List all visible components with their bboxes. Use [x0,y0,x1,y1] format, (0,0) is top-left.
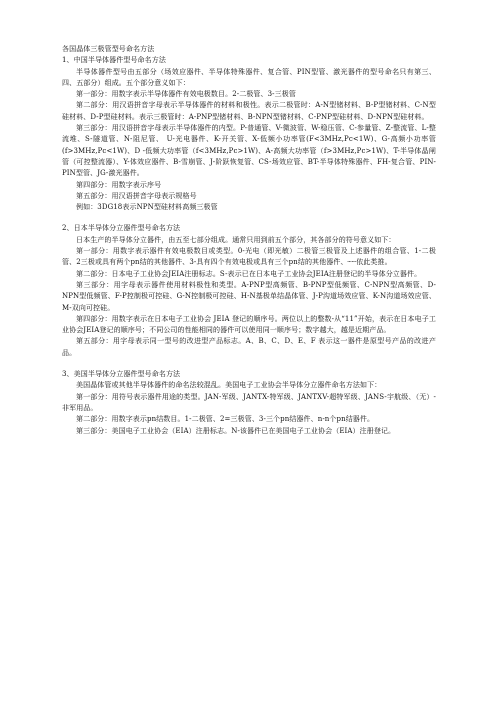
paragraph: 第五部分：用汉语拼音字母表示规格号 [76,191,197,200]
paragraph: 第一部分：用数字表示器件有效电极数目或类型。0-光电（即光敏）二极管三极管及上述器件的组合管、1-二极管、2三极或具有两个pn结的其他器件、3-具有四个有效电极或具有三个pn结的其他器件、┄┄依此类推。 [62,247,436,267]
paragraph: 第三部分：用字母表示器件使用材料极性和类型。A-PNP型高频管、B-PNP型低频管、C-NPN型高频管、D-NPN型低频管、F-P控制极可控硅、G-N控制极可控硅、H-N基极单结晶体管、J-P沟道场效应管、K-N沟道场效应管、M-双向可控硅。 [62,280,436,312]
section-heading-japan: 2、日本半导体分立器件型号命名方法 [62,224,181,233]
paragraph: 第一部分：用数字表示半导体器件有效电极数目。2-二极管、3-三极管 [76,90,296,99]
paragraph: 美国晶体管或其他半导体器件的命名法较混乱。美国电子工业协会半导体分立器件命名方法如下： [76,381,382,390]
document-title: 各国晶体三极管型号命名方法 [62,45,155,53]
section-spacer [62,359,436,369]
paragraph: 第三部分：美国电子工业协会（EIA）注册标志。N-该器件已在美国电子工业协会（EIA）注册登记。 [76,426,396,435]
paragraph: 第四部分：用数字表示在日本电子工业协会 JEIA 登记的顺序号。两位以上的整数-从“11”开始，表示在日本电子工业协会JEIA登记的顺序号；不同公司的性能相同的器件可以使用同一顺序号；数字越大，越是近期产品。 [62,314,436,335]
paragraph: 第三部分：用汉语拼音字母表示半导体器件的内型。P-普通管、V-微波管、W-稳压管、C-参量管、Z-整流管、L-整流堆、S-隧道管、N-阻尼管、 U-光电器件、K-开关管、X-低频小功率管(F<3MHz,Pc<1W)、G-高频小功率管 (f>3MHz,Pc<1W)、D -低频大功率管（f<3MHz,Pc>1W)、A-高频大功率管（f>3MHz,Pc>1W)、T-半导体晶闸管（可控整流器）、Y-体效应器件、B-雪崩管、J-阶跃恢复管、CS-场效应管、BT-半导体特殊器件、FH-复合管、PIN-PIN型管、JG-激光器件。 [62,124,436,178]
paragraph: 例如：3DG18表示NPN型硅材料高频三极管 [76,203,218,212]
paragraph: 半导体器件型号由五部分（场效应器件、半导体特殊器件、复合管、PIN型管、激光器件的型号命名只有第三、四、五部分）组成。五个部分意义如下： [62,67,436,87]
paragraph: 第四部分：用数字表示序号 [76,180,162,189]
section-spacer [62,213,436,223]
paragraph: 第二部分：日本电子工业协会JEIA注册标志。S-表示已在日本电子工业协会JEIA注册登记的半导体分立器件。 [76,269,422,278]
paragraph: 第五部分：用字母表示同一型号的改进型产品标志。A、B、C、D、E、F 表示这一器件是原型号产品的改进产品。 [62,337,436,357]
section-heading-china: 1、中国半导体器件型号命名方法 [62,56,166,65]
paragraph: 第二部分：用汉语拼音字母表示半导体器件的材料和极性。表示二极管时：A-N型锗材料、B-P型锗材料、C-N型硅材料、D-P型硅材料。表示三极管时：A-PNP型锗材料、B-NPN型锗材料、C-PNP型硅材料、D-NPN型硅材料。 [62,101,436,121]
paragraph: 日本生产的半导体分立器件，由五至七部分组成。通常只用到前五个部分，其各部分的符号意义如下： [76,235,396,244]
paragraph: 第一部分：用符号表示器件用途的类型。JAN-军级、JANTX-特军级、JANTXV-超特军级、JANS-宇航级、（无）-非军用品。 [62,392,436,412]
section-heading-usa: 3、美国半导体分立器件型号命名方法 [62,370,181,379]
paragraph: 第二部分：用数字表示pn结数目。1-二极管、2=三极管、3-三个pn结器件、n-n个pn结器件。 [76,415,375,424]
